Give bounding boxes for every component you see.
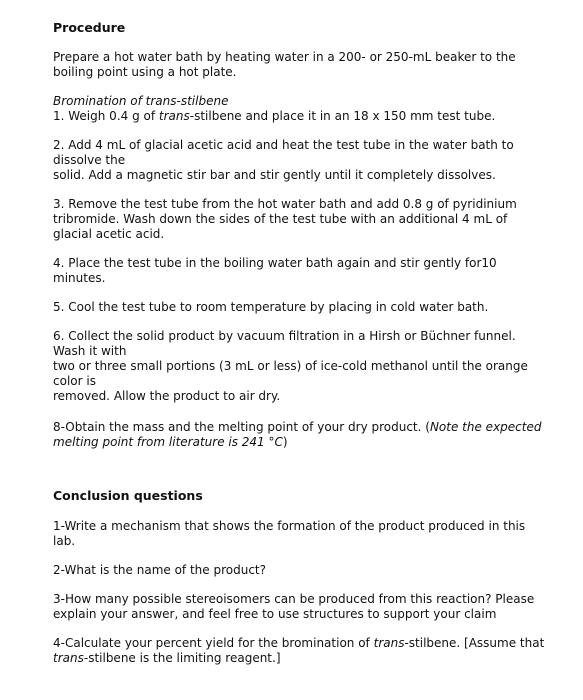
step-6-line: Wash it with: [53, 344, 127, 358]
step-8-line: [53, 420, 579, 435]
step-1-text: 1. Weigh 0.4 g of: [53, 109, 159, 123]
question-2: [53, 563, 579, 578]
question-1-line: 1-Write a mechanism that shows the formation of the product produced in this: [53, 519, 526, 533]
conclusion-heading: Conclusion questions: [53, 488, 203, 503]
step-5-line: 5. Cool the test tube to room temperature by placing in cold water bath.: [53, 300, 489, 314]
step-6-line: color is: [53, 374, 96, 388]
procedure-heading: Procedure: [53, 20, 126, 35]
question-3: [53, 592, 579, 622]
step-8-note: Note the expected: [429, 420, 542, 434]
step-2-line: 2. Add 4 mL of glacial acetic acid and heat the test tube in the water bath to: [53, 138, 514, 152]
step-6-line: 6. Collect the solid product by vacuum filtration in a Hirsh or Büchner funnel.: [53, 329, 516, 343]
intro-paragraph: [53, 50, 579, 80]
step-8-line: [53, 435, 579, 450]
step-3-line: glacial acetic acid.: [53, 227, 165, 241]
step-6: [53, 329, 579, 404]
step-3-line: 3. Remove the test tube from the hot water bath and add 0.8 g of pyridinium: [53, 197, 517, 211]
step-8-text: 8-Obtain the mass and the melting point of your dry product. (: [53, 420, 430, 434]
intro-line: boiling point using a hot plate.: [53, 65, 237, 79]
question-3-line: explain your answer, and feel free to use structures to support your claim: [53, 607, 497, 621]
step-6-line: two or three small portions (3 mL or less) of ice-cold methanol until the orange: [53, 359, 528, 373]
step-2: [53, 138, 579, 183]
step-4-line: 4. Place the test tube in the boiling water bath again and stir gently for10: [53, 256, 497, 270]
intro-line: Prepare a hot water bath by heating water in a 200- or 250-mL beaker to the: [53, 50, 516, 64]
step-8-note: melting point from literature is 241 °C: [53, 435, 283, 449]
question-3-line: 3-How many possible stereoisomers can be produced from this reaction? Please: [53, 592, 535, 606]
section-title: Bromination of trans-stilbene: [53, 94, 229, 108]
step-5: [53, 300, 579, 315]
step-8-text-end: ): [282, 435, 288, 449]
step-8: [53, 420, 579, 450]
step-4-line: minutes.: [53, 271, 106, 285]
bromination-section: [53, 94, 579, 124]
question-4-text-end: -stilbene is the limiting reagent.]: [83, 651, 281, 665]
question-1: [53, 519, 579, 549]
question-1-line: lab.: [53, 534, 76, 548]
question-4: [53, 636, 579, 666]
question-4-text: 4-Calculate your percent yield for the bromination of: [53, 636, 374, 650]
question-4-line: [53, 651, 579, 666]
step-1-italic: trans: [158, 109, 190, 123]
question-4-italic: trans: [53, 651, 84, 665]
step-4: [53, 256, 579, 286]
question-4-line: [53, 636, 579, 651]
step-1: [53, 109, 579, 124]
step-2-line: dissolve the: [53, 153, 126, 167]
step-3: [53, 197, 579, 242]
step-3-line: tribromide. Wash down the sides of the test tube with an additional 4 mL of: [53, 212, 508, 226]
document-page: [53, 20, 579, 666]
step-2-line: solid. Add a magnetic stir bar and stir gently until it completely dissolves.: [53, 168, 496, 182]
question-2-line: 2-What is the name of the product?: [53, 563, 266, 577]
step-6-line: removed. Allow the product to air dry.: [53, 389, 281, 403]
question-4-italic: trans: [373, 636, 405, 650]
question-4-text-end: -stilbene. [Assume that: [404, 636, 545, 650]
step-1-text-end: -stilbene and place it in an 18 x 150 mm test tube.: [189, 109, 496, 123]
